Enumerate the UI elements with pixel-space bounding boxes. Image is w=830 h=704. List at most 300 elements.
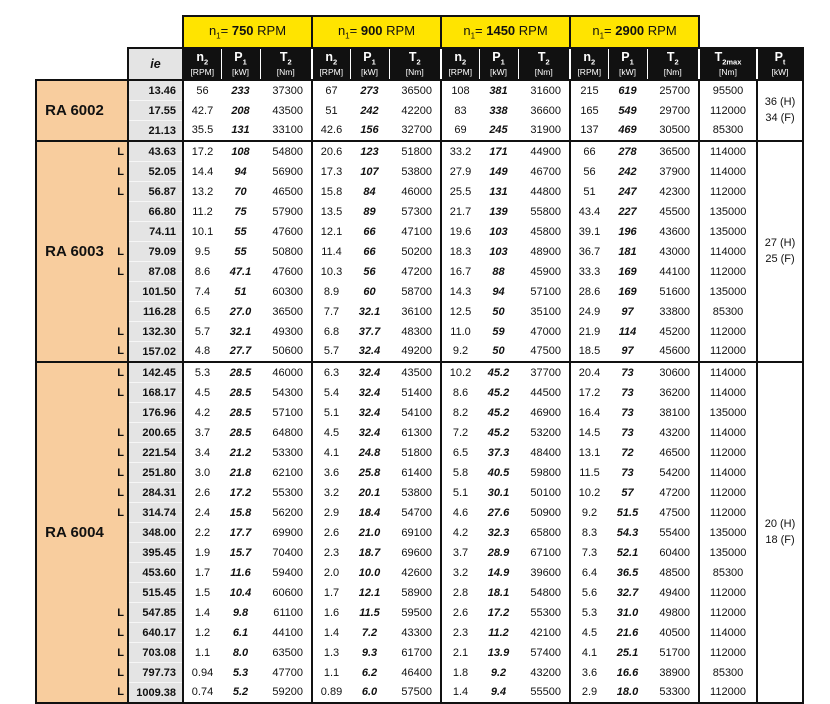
- p1-cell: 55: [234, 245, 247, 258]
- t2-cell: 51800: [401, 446, 432, 459]
- p1-cell: 45.2: [487, 386, 510, 399]
- n2-cell: 6.3: [312, 362, 350, 383]
- n2-cell: 10.3: [312, 262, 350, 282]
- n2-cell: 19.6: [441, 222, 479, 242]
- col-header-p1-g1: [221, 48, 260, 80]
- p1-cell: 15.8: [229, 506, 252, 519]
- table-row: [36, 342, 803, 363]
- t2-cell: 51700: [659, 646, 690, 659]
- t2-cell: 46400: [401, 666, 432, 679]
- n2-cell: 2.6: [441, 603, 479, 623]
- p1-cell: 51.5: [616, 506, 639, 519]
- n2-cell: 69: [441, 121, 479, 142]
- p1-cell: 17.7: [229, 526, 252, 539]
- p1-cell: 17.2: [487, 606, 510, 619]
- n2-cell: 4.5: [183, 383, 221, 403]
- ie-cell: 116.28: [128, 302, 183, 322]
- t2-cell: 54100: [401, 406, 432, 419]
- p1-cell: 14.9: [487, 566, 510, 579]
- p1-cell: 25.8: [358, 466, 381, 479]
- col-header-p1-g2: [350, 48, 389, 80]
- p1-cell: 55: [234, 225, 247, 238]
- t2-cell: 44500: [530, 386, 561, 399]
- n2-cell: 5.3: [570, 603, 608, 623]
- t2-cell: 50900: [530, 506, 561, 519]
- t2-cell: 60400: [659, 546, 690, 559]
- n2-cell: 2.3: [441, 623, 479, 643]
- p1-cell: 52.1: [616, 546, 639, 559]
- t2-cell: 61100: [273, 606, 303, 619]
- t2-cell: 45600: [659, 345, 690, 358]
- t2-cell: 47100: [401, 225, 432, 238]
- t2-cell: 30600: [647, 362, 699, 383]
- t2-cell: 55800: [530, 205, 561, 218]
- p1-cell: 56: [363, 265, 376, 278]
- p1-cell: 32.1: [358, 305, 381, 318]
- t2max-cell: 114000: [699, 362, 757, 383]
- table-row: [36, 222, 803, 242]
- col-header-t2-g2-symbol: $T_2$: [408, 50, 421, 67]
- n2-cell: 5.6: [570, 583, 608, 603]
- table-row: [36, 683, 803, 704]
- t2max-cell: 112000: [699, 483, 757, 503]
- n2-cell: 9.5: [183, 242, 221, 262]
- t2-cell: 47600: [272, 225, 303, 238]
- t2-cell: 53300: [647, 683, 699, 704]
- l-marker-cell: [112, 121, 128, 142]
- p1-cell: 32.4: [358, 345, 381, 358]
- p1-cell: 381: [479, 80, 518, 101]
- t2max-cell: 114000: [699, 383, 757, 403]
- ie-cell: 251.80: [128, 463, 183, 483]
- t2-cell: 69600: [401, 546, 432, 559]
- p1-cell: 54.3: [616, 526, 639, 539]
- p1-cell: 75: [234, 205, 247, 218]
- p1-cell: 9.2: [490, 666, 507, 679]
- t2-cell: 57400: [530, 646, 561, 659]
- table-row: [36, 403, 803, 423]
- col-header-t2-g4-unit: [Nm]: [663, 66, 682, 77]
- table-row: [36, 121, 803, 142]
- n2-cell: 10.2: [570, 483, 608, 503]
- t2-cell: 67100: [530, 546, 561, 559]
- t2-cell: 45200: [659, 325, 690, 338]
- t2max-cell: 95500: [699, 80, 757, 101]
- t2-cell: 38100: [659, 406, 690, 419]
- n2-cell: 4.1: [570, 643, 608, 663]
- table-row: [36, 503, 803, 523]
- t2-cell: 25700: [647, 80, 699, 101]
- p1-cell: 156: [360, 124, 379, 137]
- t2-cell: 37700: [518, 362, 570, 383]
- p1-cell: 21.2: [229, 446, 252, 459]
- ie-cell: 348.00: [128, 523, 183, 543]
- n2-cell: 83: [441, 101, 479, 121]
- n2-cell: 1.1: [312, 663, 350, 683]
- t2-cell: 58900: [401, 586, 432, 599]
- t2max-cell: 135000: [699, 523, 757, 543]
- n2-cell: 0.89: [312, 683, 350, 704]
- t2-cell: 61300: [401, 426, 432, 439]
- ie-cell: 200.65: [128, 423, 183, 443]
- n2-cell: 10.1: [183, 222, 221, 242]
- table-row: [36, 443, 803, 463]
- t2-cell: 56200: [272, 506, 303, 519]
- t2-cell: 43200: [530, 666, 561, 679]
- t2-cell: 59500: [401, 606, 432, 619]
- col-header-t2-g3: [518, 48, 570, 80]
- col-header-p1-g2-symbol: $P_1$: [363, 50, 376, 67]
- t2-cell: 44100: [272, 626, 303, 639]
- table-row: [36, 322, 803, 342]
- p1-cell: 114: [618, 325, 637, 338]
- corner-spacer: [36, 16, 183, 48]
- t2-cell: 47600: [272, 265, 303, 278]
- t2-cell: 46500: [659, 446, 690, 459]
- p1-cell: 37.7: [358, 325, 381, 338]
- t2-cell: 59200: [260, 683, 312, 704]
- p1-cell: 17.2: [229, 486, 252, 499]
- n2-cell: 43.4: [570, 202, 608, 222]
- ie-cell: 176.96: [128, 403, 183, 423]
- t2-cell: 50600: [272, 345, 303, 358]
- t2max-cell: 112000: [699, 101, 757, 121]
- n2-cell: 9.2: [441, 342, 479, 363]
- ie-cell: 21.13: [128, 121, 183, 142]
- t2-cell: 31900: [530, 124, 561, 137]
- table-row: [36, 563, 803, 583]
- speed-header-2900: $n_1= 2900$ RPM: [570, 16, 699, 48]
- speed-header-label: $n_1=$: [592, 23, 616, 41]
- n2-cell: 2.8: [441, 583, 479, 603]
- n2-cell: 7.7: [312, 302, 350, 322]
- n2-cell: 3.6: [312, 463, 350, 483]
- t2-cell: 44100: [659, 265, 690, 278]
- n2-cell: 5.1: [312, 403, 350, 423]
- speed-header-1450: $n_1= 1450$ RPM: [441, 16, 570, 48]
- n2-cell: 1.4: [441, 683, 479, 704]
- p1-cell: 18.1: [487, 586, 510, 599]
- t2max-cell: 112000: [699, 443, 757, 463]
- p1-cell: 8.0: [232, 646, 249, 659]
- p1-cell: 12.1: [358, 586, 381, 599]
- t2-cell: 46700: [530, 165, 561, 178]
- col-header-n2-g4: [570, 48, 608, 80]
- l-marker-cell: L: [112, 262, 128, 282]
- t2-cell: 48400: [530, 446, 561, 459]
- n2-cell: 3.2: [312, 483, 350, 503]
- p1-cell: 28.5: [229, 386, 252, 399]
- col-header-p1-g4: [608, 48, 647, 80]
- ie-cell: 1009.38: [128, 683, 183, 704]
- t2-cell: 57300: [401, 205, 432, 218]
- l-marker-cell: L: [112, 683, 128, 704]
- t2-cell: 50100: [530, 486, 561, 499]
- table-row: [36, 583, 803, 603]
- n2-cell: 4.1: [312, 443, 350, 463]
- t2max-header-spacer: [699, 16, 757, 48]
- n2-cell: 1.7: [183, 563, 221, 583]
- p1-cell: 16.6: [616, 666, 639, 679]
- n2-cell: 25.5: [441, 182, 479, 202]
- n2-cell: 24.9: [570, 302, 608, 322]
- col-header-t2-g3-symbol: $T_2$: [537, 50, 550, 67]
- col-header-t2-g1-symbol: $T_2$: [279, 50, 292, 67]
- p1-cell: 51: [234, 285, 247, 298]
- n2-cell: 12.5: [441, 302, 479, 322]
- n2-cell: 5.4: [312, 383, 350, 403]
- p1-cell: 9.8: [232, 606, 249, 619]
- p1-cell: 31.0: [616, 606, 639, 619]
- t2-cell: 59400: [272, 566, 303, 579]
- n2-cell: 9.2: [570, 503, 608, 523]
- p1-cell: 28.5: [221, 362, 260, 383]
- n2-cell: 17.2: [570, 383, 608, 403]
- n2-cell: 3.7: [183, 423, 221, 443]
- ie-cell: 640.17: [128, 623, 183, 643]
- l-marker-cell: L: [112, 623, 128, 643]
- p1-cell: 72: [621, 446, 634, 459]
- n2-cell: 56: [570, 162, 608, 182]
- col-header-p1-g3-symbol: $P_1$: [492, 50, 505, 67]
- p1-cell: 57: [621, 486, 634, 499]
- t2-cell: 42600: [401, 566, 432, 579]
- n2-cell: 1.2: [183, 623, 221, 643]
- n2-cell: 3.4: [183, 443, 221, 463]
- p1-cell: 18.0: [608, 683, 647, 704]
- p1-cell: 32.3: [487, 526, 510, 539]
- t2-cell: 36500: [389, 80, 441, 101]
- n2-cell: 5.7: [312, 342, 350, 363]
- p1-cell: 11.6: [230, 566, 251, 579]
- p1-cell: 6.0: [350, 683, 389, 704]
- n2-cell: 51: [312, 101, 350, 121]
- column-header-row: [36, 48, 803, 80]
- t2-cell: 60600: [272, 586, 303, 599]
- ie-cell: 395.45: [128, 543, 183, 563]
- l-marker-cell: L: [112, 603, 128, 623]
- table-row: [36, 282, 803, 302]
- p1-cell: 37.3: [487, 446, 510, 459]
- p1-cell: 32.4: [358, 386, 381, 399]
- n2-cell: 12.1: [312, 222, 350, 242]
- t2max-cell: 135000: [699, 222, 757, 242]
- n2-cell: 39.1: [570, 222, 608, 242]
- t2-cell: 49300: [272, 325, 303, 338]
- t2-cell: 30500: [659, 124, 690, 137]
- p1-cell: 28.9: [487, 546, 510, 559]
- ie-cell: 797.73: [128, 663, 183, 683]
- n2-cell: 2.2: [183, 523, 221, 543]
- n2-cell: 20.4: [570, 362, 608, 383]
- col-header-pt-symbol: $P_t$: [774, 50, 786, 67]
- p1-cell: 169: [618, 265, 637, 278]
- n2-cell: 35.5: [183, 121, 221, 142]
- p1-cell: 245: [489, 124, 508, 137]
- p1-cell: 88: [492, 265, 505, 278]
- n2-cell: 1.7: [312, 583, 350, 603]
- p1-cell: 242: [618, 165, 637, 178]
- n2-cell: 42.6: [312, 121, 350, 142]
- ie-cell: 284.31: [128, 483, 183, 503]
- n2-cell: 7.2: [441, 423, 479, 443]
- t2-cell: 55300: [530, 606, 561, 619]
- t2-cell: 32700: [401, 124, 432, 137]
- n2-cell: 8.6: [441, 383, 479, 403]
- t2max-cell: 135000: [699, 202, 757, 222]
- p1-cell: 13.9: [487, 646, 510, 659]
- t2-cell: 62100: [272, 466, 303, 479]
- p1-cell: 25.1: [616, 646, 639, 659]
- t2-cell: 36100: [401, 305, 432, 318]
- p1-cell: 5.3: [232, 666, 249, 679]
- t2-cell: 54800: [260, 141, 312, 162]
- l-marker-cell: [112, 282, 128, 302]
- table-row: [36, 423, 803, 443]
- pt-line: 18 (F): [765, 533, 795, 546]
- table-row: [36, 663, 803, 683]
- n2-cell: 8.9: [312, 282, 350, 302]
- l-marker-cell: L: [112, 483, 128, 503]
- n2-cell: 2.1: [441, 643, 479, 663]
- table-row: [36, 383, 803, 403]
- n2-cell: 67: [312, 80, 350, 101]
- t2-cell: 65800: [530, 526, 561, 539]
- p1-cell: 169: [618, 285, 637, 298]
- ie-cell: 168.17: [128, 383, 183, 403]
- ie-cell: 79.09: [128, 242, 183, 262]
- col-header-p1-g3: [479, 48, 518, 80]
- l-marker-cell: L: [112, 443, 128, 463]
- p1-cell: 27.6: [487, 506, 510, 519]
- ie-cell: 453.60: [128, 563, 183, 583]
- p1-cell: 50: [492, 305, 505, 318]
- t2max-cell: 114000: [699, 423, 757, 443]
- t2-cell: 36500: [647, 141, 699, 162]
- t2max-cell: 85300: [699, 663, 757, 683]
- p1-cell: 5.2: [221, 683, 260, 704]
- t2-cell: 47000: [530, 325, 561, 338]
- n2-cell: 8.3: [570, 523, 608, 543]
- p1-cell: 11.2: [488, 626, 509, 639]
- t2-cell: 42100: [530, 626, 561, 639]
- p1-cell: 32.7: [616, 586, 639, 599]
- p1-cell: 21.0: [358, 526, 381, 539]
- t2max-cell: 112000: [699, 643, 757, 663]
- n2-cell: 15.8: [312, 182, 350, 202]
- p1-cell: 242: [360, 104, 379, 117]
- t2-cell: 47500: [530, 345, 561, 358]
- t2-cell: 57900: [272, 205, 303, 218]
- n2-cell: 1.1: [183, 643, 221, 663]
- t2-cell: 51600: [659, 285, 690, 298]
- speed-header-row: [36, 16, 803, 48]
- n2-cell: 4.8: [183, 342, 221, 363]
- table-row: [36, 483, 803, 503]
- t2-cell: 33100: [272, 124, 303, 137]
- col-header-t2-g2: [389, 48, 441, 80]
- l-marker-cell: [112, 403, 128, 423]
- l-marker-cell: [112, 202, 128, 222]
- p1-cell: 21.6: [616, 626, 639, 639]
- p1-cell: 45.2: [487, 426, 510, 439]
- l-marker-cell: L: [112, 141, 128, 162]
- ie-cell: 221.54: [128, 443, 183, 463]
- n2-cell: 18.5: [570, 342, 608, 363]
- speed-value: 750: [231, 23, 254, 39]
- t2-cell: 46000: [260, 362, 312, 383]
- t2-cell: 43500: [272, 104, 303, 117]
- p1-cell: 18.4: [358, 506, 381, 519]
- table-row: [36, 543, 803, 563]
- n2-cell: 5.7: [183, 322, 221, 342]
- p1-cell: 139: [489, 205, 508, 218]
- ie-cell: 157.02: [128, 342, 183, 363]
- col-header-t2max-unit: [Nm]: [719, 66, 737, 77]
- table-row: [36, 101, 803, 121]
- n2-cell: 1.4: [183, 603, 221, 623]
- ie-cell: 66.80: [128, 202, 183, 222]
- n2-cell: 36.7: [570, 242, 608, 262]
- table-row: [36, 202, 803, 222]
- t2-cell: 53300: [272, 446, 303, 459]
- t2-cell: 69900: [272, 526, 303, 539]
- p1-cell: 24.8: [358, 446, 381, 459]
- t2-cell: 47500: [659, 506, 690, 519]
- p1-cell: 73: [621, 406, 634, 419]
- t2max-cell: 135000: [699, 543, 757, 563]
- pt-line: 20 (H): [764, 518, 796, 531]
- t2max-cell: 114000: [699, 141, 757, 162]
- p1-cell: 47.1: [229, 265, 252, 278]
- t2-cell: 45800: [530, 225, 561, 238]
- t2-cell: 39600: [530, 566, 561, 579]
- ratings-table: [35, 15, 804, 704]
- p1-cell: 6.1: [232, 626, 249, 639]
- t2-cell: 49800: [659, 606, 690, 619]
- p1-cell: 45.2: [479, 362, 518, 383]
- l-marker-cell: [112, 523, 128, 543]
- t2max-cell: 114000: [699, 623, 757, 643]
- ie-cell: 101.50: [128, 282, 183, 302]
- p1-cell: 84: [363, 185, 376, 198]
- p1-cell: 181: [618, 245, 637, 258]
- n2-cell: 2.3: [312, 543, 350, 563]
- t2-cell: 70400: [272, 546, 303, 559]
- speed-value: 2900: [615, 23, 645, 39]
- t2-cell: 58700: [401, 285, 432, 298]
- t2max-cell: 114000: [699, 242, 757, 262]
- p1-cell: 338: [489, 104, 508, 117]
- t2-cell: 47700: [272, 666, 303, 679]
- t2-cell: 46500: [272, 185, 303, 198]
- table-row: [36, 623, 803, 643]
- t2-cell: 47200: [401, 265, 432, 278]
- table-row: [36, 603, 803, 623]
- t2max-cell: 85300: [699, 302, 757, 322]
- p1-cell: 103: [489, 225, 508, 238]
- n2-cell: 14.5: [570, 423, 608, 443]
- t2-cell: 54200: [659, 466, 690, 479]
- table-row: [36, 141, 803, 162]
- t2-cell: 57100: [530, 285, 561, 298]
- n2-cell: 51: [570, 182, 608, 202]
- ie-cell: 314.74: [128, 503, 183, 523]
- t2-cell: 40500: [659, 626, 690, 639]
- p1-cell: 9.4: [479, 683, 518, 704]
- n2-cell: 11.0: [441, 322, 479, 342]
- t2max-cell: 135000: [699, 282, 757, 302]
